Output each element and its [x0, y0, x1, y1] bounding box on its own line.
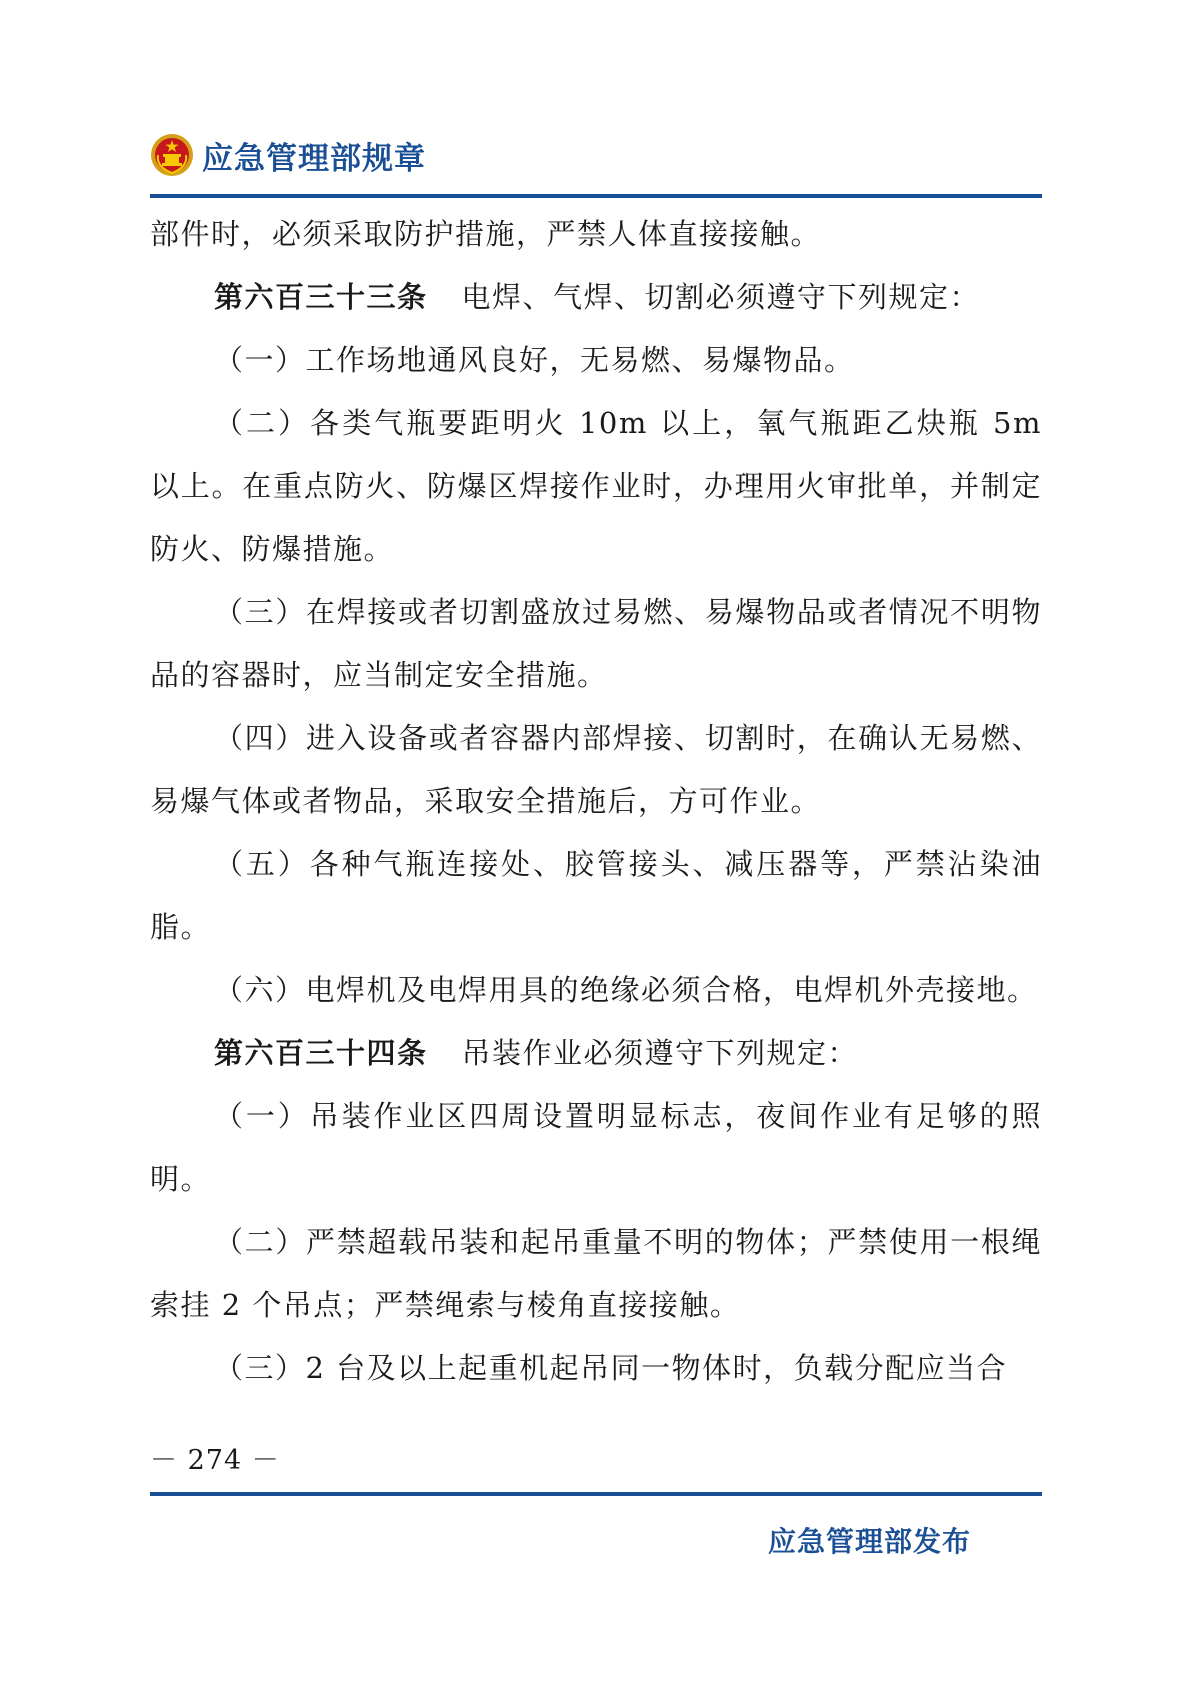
paragraph: （二）各类气瓶要距明火 10m 以上，氧气瓶距乙炔瓶 5m 以上。在重点防火、防爆区焊接作业时，办理用火审批单，并制定防火、防爆措施。 [150, 406, 1042, 566]
paragraph: （四）进入设备或者容器内部焊接、切割时，在确认无易燃、易爆气体或者物品，采取安全措施后，方可作业。 [150, 721, 1042, 818]
paragraph: （六）电焊机及电焊用具的绝缘必须合格，电焊机外壳接地。 [214, 973, 1038, 1007]
page-number: － 274 － [150, 1445, 280, 1476]
header-divider [150, 194, 1042, 198]
article-text: 吊装作业必须遵守下列规定： [461, 1036, 859, 1070]
paragraph: （三）2 台及以上起重机起吊同一物体时，负载分配应当合 [214, 1351, 1008, 1385]
article-634 [150, 1022, 1042, 1085]
document-body [150, 203, 1042, 1400]
article-633 [150, 266, 1042, 329]
paragraph: 部件时，必须采取防护措施，严禁人体直接接触。 [150, 217, 822, 251]
paragraph: （五）各种气瓶连接处、胶管接头、减压器等，严禁沾染油脂。 [150, 847, 1042, 944]
header-title: 应急管理部规章 [202, 140, 426, 177]
article-heading: 第六百三十三条 [214, 280, 428, 314]
national-emblem-icon [150, 133, 194, 177]
footer-divider [150, 1492, 1042, 1496]
article-heading: 第六百三十四条 [214, 1036, 428, 1070]
paragraph: （一）工作场地通风良好，无易燃、易爆物品。 [214, 343, 855, 377]
paragraph: （三）在焊接或者切割盛放过易燃、易爆物品或者情况不明物品的容器时，应当制定安全措施。 [150, 595, 1042, 692]
article-text: 电焊、气焊、切割必须遵守下列规定： [461, 280, 981, 314]
footer-publisher: 应急管理部发布 [767, 1525, 971, 1558]
paragraph: （二）严禁超载吊装和起吊重量不明的物体；严禁使用一根绳索挂 2 个吊点；严禁绳索与棱角直接接触。 [150, 1225, 1042, 1322]
page-header [150, 130, 426, 180]
paragraph: （一）吊装作业区四周设置明显标志，夜间作业有足够的照明。 [150, 1099, 1042, 1196]
